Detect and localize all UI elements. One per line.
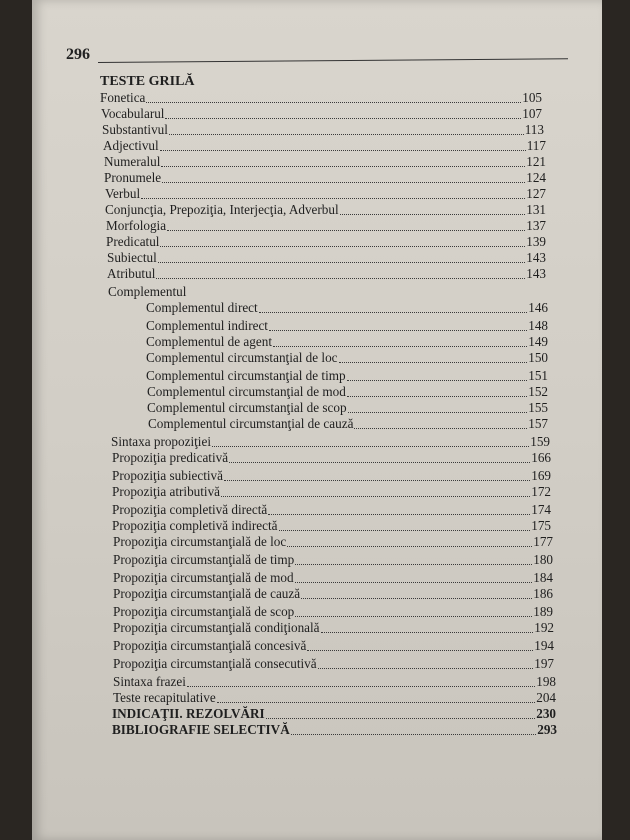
- toc-entry-page-number: 230: [536, 706, 556, 721]
- toc-entry-page-number: 174: [531, 502, 551, 517]
- toc-entry: [112, 518, 551, 534]
- toc-entry-label: Complementul circumstanţial de timp: [146, 368, 346, 383]
- dot-leader: [301, 598, 532, 599]
- dot-leader: [354, 428, 527, 429]
- toc-entry-label: Propoziţia circumstanţială de scop: [113, 604, 295, 619]
- dot-leader: [347, 380, 528, 381]
- toc-entry: [100, 90, 542, 106]
- dot-leader: [268, 514, 530, 515]
- toc-entry: [106, 218, 546, 234]
- toc-entry: [113, 604, 553, 620]
- dot-leader: [295, 582, 533, 583]
- header-rule: [98, 58, 568, 63]
- toc-entry-page-number: 197: [534, 656, 554, 671]
- toc-entry-page-number: 127: [526, 186, 546, 201]
- toc-entry-page-number: 172: [531, 484, 551, 499]
- toc-entry-page-number: 155: [528, 400, 548, 415]
- toc-entry-label: Complementul circumstanţial de loc: [146, 350, 338, 365]
- toc-entry-page-number: 150: [528, 350, 548, 365]
- toc-entry: [113, 586, 553, 602]
- toc-entry-label: Propoziţia completivă indirectă: [112, 518, 278, 533]
- toc-entry: [112, 706, 556, 722]
- toc-entry: [112, 502, 551, 518]
- toc-entry-page-number: 139: [526, 234, 546, 249]
- dot-leader: [162, 182, 525, 183]
- dot-leader: [217, 702, 536, 703]
- toc-entry: [146, 350, 548, 366]
- dot-leader: [160, 246, 525, 247]
- toc-entry-label: Subiectul: [107, 250, 157, 265]
- toc-entry-page-number: 107: [522, 106, 542, 121]
- dot-leader: [212, 446, 529, 447]
- toc-entry-label: Complementul indirect: [146, 318, 268, 333]
- toc-entry: [146, 318, 548, 334]
- toc-entry: [112, 484, 551, 500]
- dot-leader: [279, 530, 531, 531]
- toc-entry-page-number: 293: [537, 722, 557, 737]
- toc-entry-label: Propoziţia circumstanţială condiţională: [113, 620, 320, 635]
- toc-entry-page-number: 204: [536, 690, 556, 705]
- dot-leader: [156, 278, 525, 279]
- toc-entry-label: Fonetica: [100, 90, 146, 105]
- dot-leader: [221, 496, 530, 497]
- toc-entry: [146, 300, 548, 316]
- toc-entry-page-number: 189: [533, 604, 553, 619]
- toc-entry: [108, 284, 546, 300]
- toc-entry-page-number: 105: [522, 90, 542, 105]
- toc-entry: [113, 570, 553, 586]
- toc-entry: [113, 638, 554, 654]
- dot-leader: [229, 462, 530, 463]
- toc-entry-page-number: 143: [526, 266, 546, 281]
- dot-leader: [340, 214, 526, 215]
- toc-entry-label: Propoziţia circumstanţială de timp: [113, 552, 295, 567]
- toc-entry-page-number: 192: [534, 620, 554, 635]
- toc-entry-page-number: 137: [526, 218, 546, 233]
- toc-entry: [107, 266, 546, 282]
- toc-entry: [106, 234, 546, 250]
- toc-entry-page-number: 194: [534, 638, 554, 653]
- toc-entry-label: Complementul de agent: [146, 334, 272, 349]
- dot-leader: [269, 330, 527, 331]
- dot-leader: [165, 118, 521, 119]
- toc-entry-label: Propoziţia circumstanţială consecutivă: [113, 656, 317, 671]
- toc-entry: [113, 552, 553, 568]
- toc-entry-label: Complementul circumstanţial de scop: [147, 400, 347, 415]
- toc-entry-page-number: 149: [528, 334, 548, 349]
- dot-leader: [287, 546, 532, 547]
- dot-leader: [347, 396, 527, 397]
- toc-entry-label: Propoziţia circumstanţială de cauză: [113, 586, 301, 601]
- toc-entry-label: Propoziţia circumstanţială de loc: [113, 534, 287, 549]
- toc-entry-page-number: 117: [526, 138, 546, 153]
- toc-entry-page-number: 180: [533, 552, 553, 567]
- toc-entry-label: Pronumele: [104, 170, 162, 185]
- toc-entry-page-number: 148: [528, 318, 548, 333]
- toc-entry-page-number: 124: [526, 170, 546, 185]
- toc-entry-label: Teste recapitulative: [113, 690, 216, 705]
- dot-leader: [146, 102, 521, 103]
- toc-entry: [147, 400, 548, 416]
- toc-entry-label: Propoziţia completivă directă: [112, 502, 268, 517]
- toc-entry-label: Complementul circumstanţial de cauză: [148, 416, 354, 431]
- toc-entry: [146, 368, 548, 384]
- dot-leader: [160, 150, 526, 151]
- toc-entry-label: Sintaxa propoziţiei: [111, 434, 211, 449]
- toc-entry-page-number: 151: [528, 368, 548, 383]
- dot-leader: [161, 166, 525, 167]
- toc-entry: [113, 674, 556, 690]
- toc-entry-label: Morfologia: [106, 218, 167, 233]
- dot-leader: [266, 718, 536, 719]
- toc-entry-label: Predicatul: [106, 234, 160, 249]
- toc-entry-page-number: 159: [530, 434, 550, 449]
- toc-entry: [112, 722, 557, 738]
- dot-leader: [307, 650, 533, 651]
- toc-entry-label: Substantivul: [102, 122, 168, 137]
- toc-entry-page-number: 146: [528, 300, 548, 315]
- toc-entry-page-number: 184: [533, 570, 553, 585]
- toc-entry: [107, 250, 546, 266]
- toc-entry: [105, 202, 546, 218]
- toc-entry: [147, 384, 548, 400]
- toc-entry-page-number: 113: [524, 122, 544, 137]
- dot-leader: [273, 346, 527, 347]
- section-title: TESTE GRILĂ: [100, 74, 195, 89]
- toc-entry-page-number: 131: [526, 202, 546, 217]
- toc-entry-label: Propoziţia atributivă: [112, 484, 221, 499]
- toc-entry-page-number: 177: [533, 534, 553, 549]
- toc-entry-label: BIBLIOGRAFIE SELECTIVĂ: [112, 722, 290, 737]
- dot-leader: [339, 362, 528, 363]
- toc-entry: [102, 122, 544, 138]
- toc-entry: [104, 154, 546, 170]
- toc-entry-label: Vocabularul: [101, 106, 165, 121]
- toc-entry-label: Sintaxa frazei: [113, 674, 186, 689]
- toc-entry: [113, 656, 554, 672]
- toc-entry-label: Propoziţia predicativă: [112, 450, 229, 465]
- toc-entry: [104, 170, 546, 186]
- dot-leader: [295, 564, 532, 565]
- dot-leader: [169, 134, 524, 135]
- toc-entry: [111, 434, 550, 450]
- toc-entry: [113, 620, 554, 636]
- dot-leader: [141, 198, 525, 199]
- toc-entry: [103, 138, 546, 154]
- toc-entry-page-number: 152: [528, 384, 548, 399]
- toc-entry: [113, 534, 553, 550]
- toc-entry: [105, 186, 546, 202]
- toc-entry-label: Verbul: [105, 186, 141, 201]
- page-number: 296: [66, 46, 90, 63]
- toc-entry-page-number: 169: [531, 468, 551, 483]
- toc-entry-page-number: 198: [536, 674, 556, 689]
- dot-leader: [295, 616, 532, 617]
- toc-entry: [112, 468, 551, 484]
- toc-entry-label: Propoziţia circumstanţială concesivă: [113, 638, 307, 653]
- toc-entry-label: Propoziţia subiectivă: [112, 468, 223, 483]
- dot-leader: [259, 312, 528, 313]
- dot-leader: [167, 230, 525, 231]
- toc-entry-label: INDICAŢII. REZOLVĂRI: [112, 706, 265, 721]
- toc-entry: [113, 690, 556, 706]
- toc-entry-label: Complementul: [108, 284, 187, 299]
- toc-entry-label: Conjuncţia, Prepoziţia, Interjecţia, Adverbul: [105, 202, 339, 217]
- toc-entry: [101, 106, 542, 122]
- toc-entry: [148, 416, 548, 432]
- toc-entry-label: Atributul: [107, 266, 156, 281]
- dot-leader: [348, 412, 528, 413]
- toc-entry-page-number: 121: [526, 154, 546, 169]
- toc-entry-label: Adjectivul: [103, 138, 159, 153]
- toc-entry-page-number: 143: [526, 250, 546, 265]
- toc-entry: [112, 450, 551, 466]
- dot-leader: [158, 262, 525, 263]
- toc-entry-page-number: 157: [528, 416, 548, 431]
- toc-entry-page-number: 166: [531, 450, 551, 465]
- toc-entry-label: Propoziţia circumstanţială de mod: [113, 570, 294, 585]
- dot-leader: [318, 668, 534, 669]
- dot-leader: [224, 480, 530, 481]
- dot-leader: [187, 686, 535, 687]
- dot-leader: [321, 632, 534, 633]
- dot-leader: [291, 734, 537, 735]
- toc-entry-label: Complementul circumstanţial de mod: [147, 384, 346, 399]
- toc-entry-label: Complementul direct: [146, 300, 258, 315]
- toc-entry: [146, 334, 548, 350]
- toc-entry-page-number: 175: [531, 518, 551, 533]
- toc-entry-label: Numeralul: [104, 154, 161, 169]
- toc-entry-page-number: 186: [533, 586, 553, 601]
